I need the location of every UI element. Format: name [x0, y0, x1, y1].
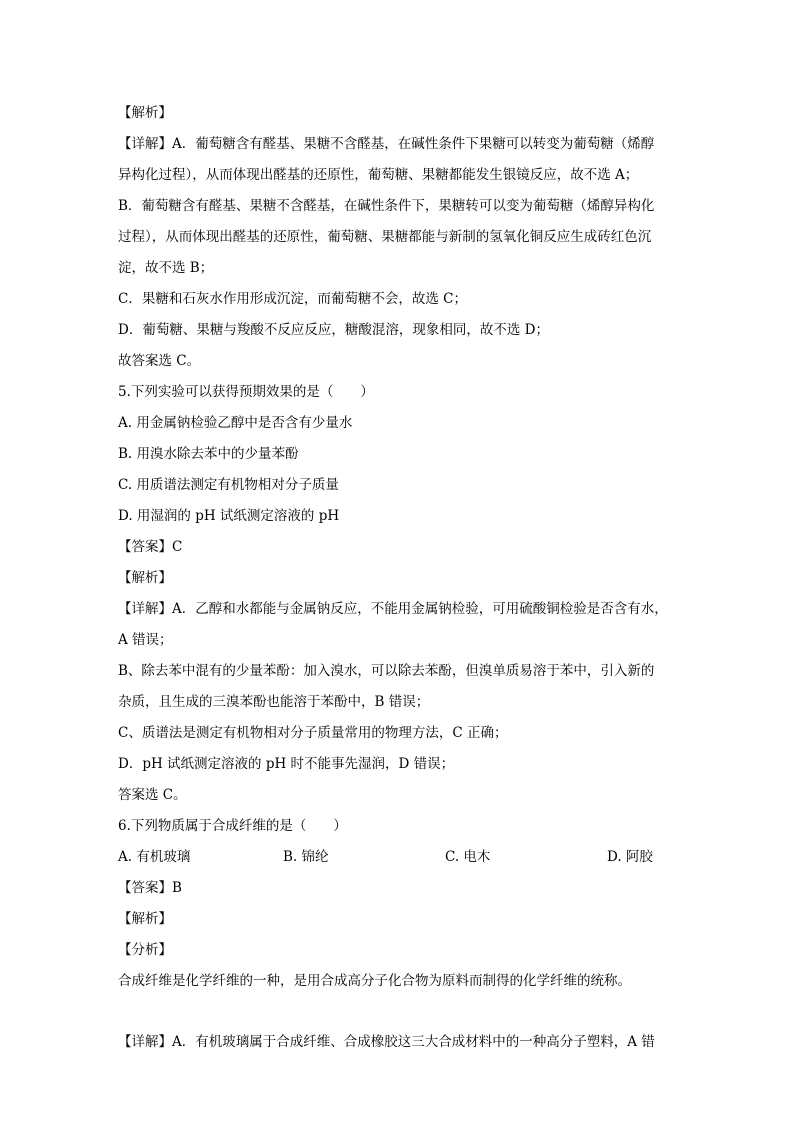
text-line: C、质谱法是测定有机物相对分子质量常用的物理方法，C 正确；	[118, 725, 508, 741]
question-5-option-d: D. 用湿润的 pH 试纸测定溶液的 pH	[118, 508, 340, 524]
question-6-options	[118, 848, 678, 866]
text-line: 【解析】	[118, 105, 172, 121]
text-line: B、除去苯中混有的少量苯酚：加入溴水，可以除去苯酚，但溴单质易溶于苯中，引入新的	[118, 663, 655, 679]
question-5-option-c: C. 用质谱法测定有机物相对分子质量	[118, 477, 339, 493]
question-6-option-b: B. 锦纶	[283, 849, 329, 865]
answer-line: 【答案】B	[118, 880, 182, 896]
text-line: 杂质，且生成的三溴苯酚也能溶于苯酚中，B 错误；	[118, 694, 430, 710]
text-line: 【详解】A．有机玻璃属于合成纤维、合成橡胶这三大合成材料中的一种高分子塑料，A 错	[118, 1034, 655, 1050]
question-6-option-a: A. 有机玻璃	[118, 849, 191, 865]
question-6-stem: 6.下列物质属于合成纤维的是（ ）	[118, 818, 347, 834]
text-line: 过程），从而体现出醛基的还原性，葡萄糖、果糖都能与新制的氢氧化铜反应生成砖红色沉	[118, 229, 652, 245]
text-line: 【详解】A．乙醇和水都能与金属钠反应，不能用金属钠检验，可用硫酸铜检验是否含有水，	[118, 601, 668, 617]
question-6-option-d: D. 阿胶	[607, 849, 653, 865]
answer-line: 【答案】C	[118, 539, 183, 555]
text-line: D．pH 试纸测定溶液的 pH 时不能事先湿润，D 错误；	[118, 756, 455, 772]
text-line: 故答案选 C。	[118, 353, 201, 369]
text-line: 合成纤维是化学纤维的一种，是用合成高分子化合物为原料而制得的化学纤维的统称。	[118, 973, 631, 989]
question-6-option-c: C. 电木	[445, 849, 491, 865]
text-line: C．果糖和石灰水作用形成沉淀，而葡萄糖不会，故选 C；	[118, 291, 467, 307]
text-line: 异构化过程），从而体现出醛基的还原性，葡萄糖、果糖都能发生银镜反应，故不选 A；	[118, 167, 639, 183]
question-5-option-a: A. 用金属钠检验乙醇中是否含有少量水	[118, 415, 353, 431]
text-line: A 错误；	[118, 632, 173, 648]
analysis-heading: 【解析】	[118, 911, 172, 927]
question-5-stem: 5.下列实验可以获得预期效果的是（ ）	[118, 384, 374, 400]
analysis-heading: 【解析】	[118, 570, 172, 586]
text-line: 淀，故不选 B；	[118, 260, 214, 276]
text-line: D．葡萄糖、果糖与羧酸不反应反应，糖酸混溶，现象相同，故不选 D；	[118, 322, 549, 338]
text-line: B．葡萄糖含有醛基、果糖不含醛基，在碱性条件下，果糖转可以变为葡萄糖（烯醇异构化	[118, 198, 655, 214]
text-line: 答案选 C。	[118, 787, 187, 803]
text-line: 【详解】A．葡萄糖含有醛基、果糖不含醛基，在碱性条件下果糖可以转变为葡萄糖（烯醇	[118, 136, 655, 152]
analysis-subheading: 【分析】	[118, 942, 172, 958]
question-5-option-b: B. 用溴水除去苯中的少量苯酚	[118, 446, 299, 462]
